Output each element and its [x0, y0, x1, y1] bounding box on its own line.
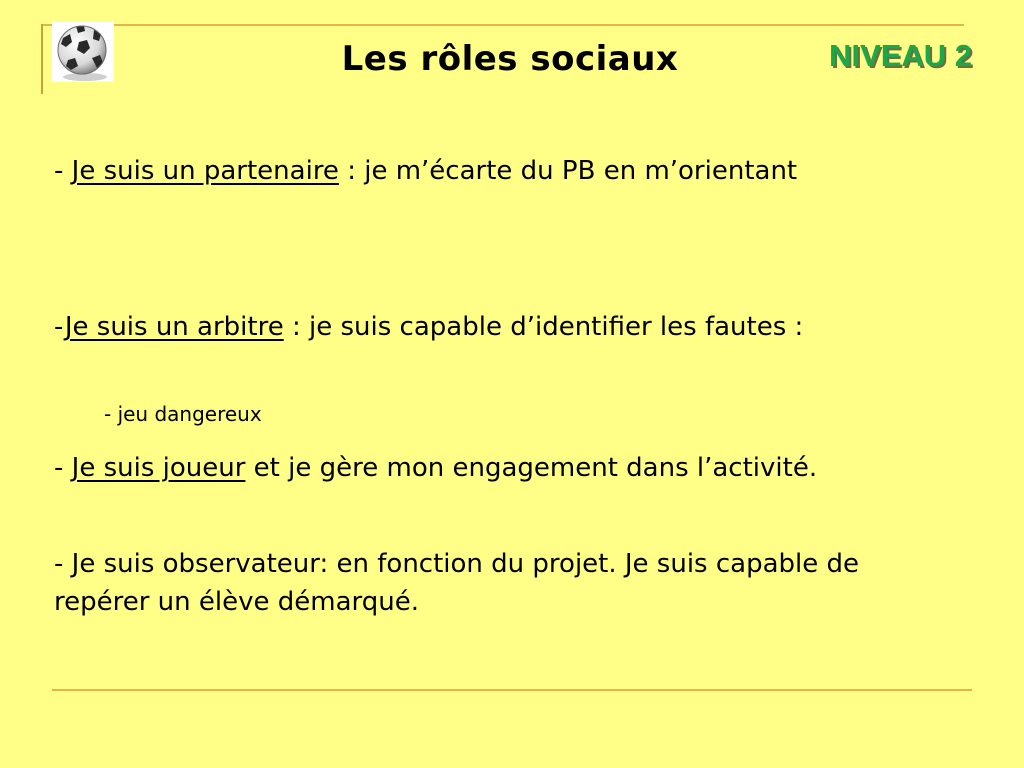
observer-item: - Je suis observateur: en fonction du projet. Je suis capable de repérer un élève démarqué. [54, 549, 860, 617]
partner-item [54, 152, 934, 190]
bottom-rule [52, 689, 972, 691]
referee-role: Je suis un arbitre [64, 312, 284, 342]
level-badge: NIVEAU 2 [829, 38, 972, 73]
player-role: Je suis joueur [71, 453, 246, 483]
player-text: et je gère mon engagement dans l’activité. [245, 453, 818, 483]
referee-subitem: - jeu dangereux [104, 402, 262, 426]
top-frame-line [42, 24, 964, 26]
referee-item [54, 308, 934, 346]
partner-prefix: - [54, 156, 72, 186]
partner-text: : je m’écarte du PB en m’orientant [338, 156, 798, 186]
player-item [54, 449, 934, 487]
referee-text: : je suis capable d’identifier les fautes : [283, 312, 804, 342]
referee-prefix: - [54, 312, 65, 342]
player-prefix: - [54, 453, 72, 483]
partner-role: Je suis un partenaire [71, 156, 339, 186]
slide-title: Les rôles sociaux [341, 39, 679, 79]
